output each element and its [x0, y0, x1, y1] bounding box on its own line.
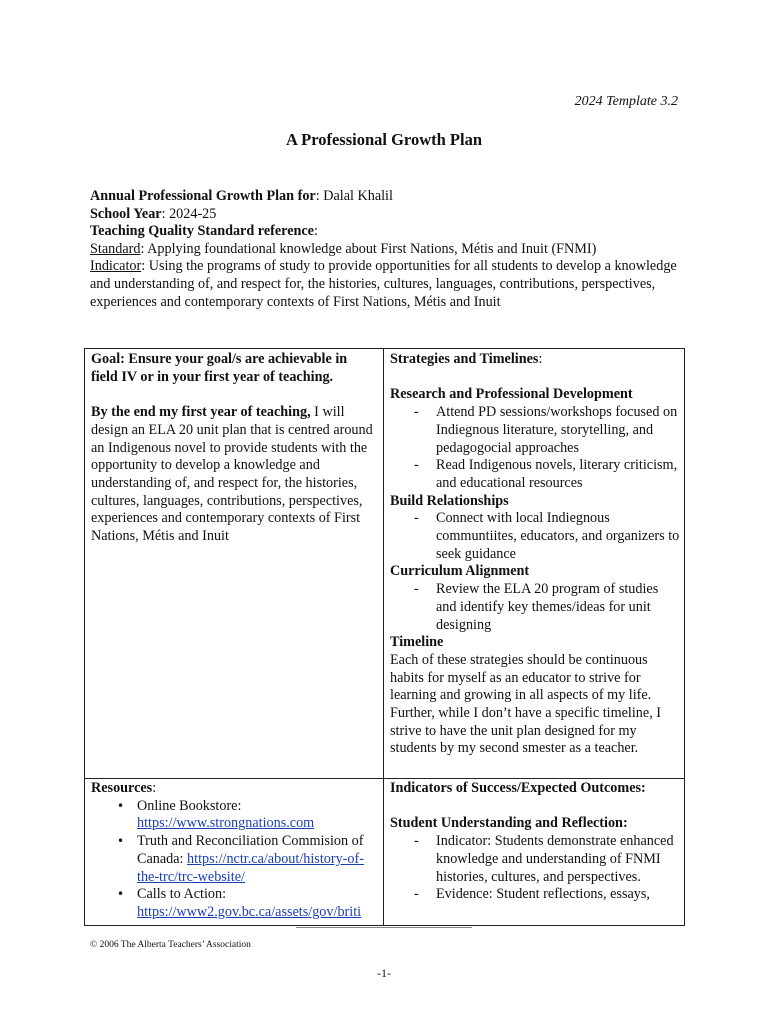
resource-link[interactable]: https://www.strongnations.com [137, 815, 315, 832]
resource-link[interactable]: https://nctr.ca/about/history-of-the-trc/trc-website/ [137, 850, 364, 885]
section-title: Build Relationships [390, 492, 509, 509]
goal-body: I will design an ELA 20 unit plan that is centred around an Indigenous novel to provide students with the opportunity to develop a knowledge and understanding of, and respect for, the histories, cultures, languages, contributions, perspectives, experiences and contemporary contexts of First Nations, Métis and Inuit [91, 404, 373, 545]
indicator-label: Indicator [90, 258, 142, 275]
goal-lead: By the end my first year of teaching, [91, 404, 311, 421]
table-column-divider [383, 349, 384, 925]
plan-header [90, 188, 680, 311]
resources-cell [91, 780, 381, 924]
resource-list [91, 798, 381, 922]
plan-for-value: : Dalal Khalil [315, 188, 393, 204]
list-item: - Attend PD sessions/workshops focused on Indiegnous literature, storytelling, and pedagogocial approaches [390, 404, 680, 457]
strategy-list [390, 404, 680, 493]
document-title: A Professional Growth Plan [285, 130, 483, 149]
plan-for-line [90, 188, 680, 206]
resource-link[interactable]: https://www2.gov.bc.ca/assets/gov/briti [137, 903, 362, 920]
standard-line [90, 241, 680, 259]
section-title: Curriculum Alignment [390, 563, 530, 580]
school-year-value: : 2024-25 [161, 205, 217, 222]
footer-divider [296, 927, 472, 928]
resource-label: Truth and Reconciliation Commision of Canada: [137, 833, 364, 867]
strategy-list [390, 510, 680, 563]
indicators-heading: Indicators of Success/Expected Outcomes: [390, 780, 646, 796]
tqs-line [90, 223, 680, 241]
strategies-heading-colon: : [538, 351, 543, 367]
timeline-title: Timeline [390, 634, 444, 651]
tqs-label: Teaching Quality Standard reference [90, 223, 314, 240]
strategies-heading: Strategies and Timelines [390, 351, 539, 367]
goal-cell [91, 351, 377, 776]
indicator-value: : Using the programs of study to provide opportunities for all students to develop a knowledge and understanding of, and respect for, the histories, cultures, languages, contributions, perspectives, experiences and contemporary contexts of First Nations, Métis and Inuit [90, 258, 677, 310]
school-year-label: School Year [90, 205, 162, 222]
indicator-line [90, 258, 680, 311]
resource-label: Online Bookstore: [137, 797, 242, 814]
resources-heading: Resources [91, 780, 153, 796]
goal-heading: Goal: Ensure your goal/s are achievable in field IV or in your first year of teaching. [91, 351, 348, 385]
list-item: - Read Indigenous novels, literary criticism, and educational resources [390, 457, 680, 492]
section-title: Research and Professional Development [390, 386, 633, 403]
list-item [91, 886, 381, 921]
page-number: -1- [377, 966, 391, 980]
timeline-text: Each of these strategies should be continuous habits for myself as an educator to strive for learning and growing in all aspects of my life. Further, while I don’t have a specific timeline, I strive to have the unit plan designed for my students by my second smester as a teacher. [390, 651, 662, 757]
standard-value: : Applying foundational knowledge about First Nations, Métis and Inuit (FNMI) [140, 240, 597, 257]
school-year-line [90, 206, 680, 224]
copyright-notice: © 2006 The Alberta Teachers’ Association [90, 940, 251, 950]
strategy-list [390, 581, 680, 634]
indicators-cell [390, 780, 680, 924]
template-version: 2024 Template 3.2 [574, 94, 678, 109]
strategies-cell [390, 351, 680, 776]
list-item: - Connect with local Indiegnous communtiites, educators, and organizers to seek guidance [390, 510, 680, 563]
list-item: - Indicator: Students demonstrate enhanced knowledge and understanding of FNMI histories, cultures, and perspectives. [390, 833, 680, 886]
resource-label: Calls to Action: [137, 886, 227, 903]
plan-table [84, 348, 685, 926]
list-item [91, 798, 381, 833]
list-item: - Evidence: Student reflections, essays, [390, 886, 680, 904]
table-row-divider [85, 778, 684, 779]
indicator-list [390, 833, 680, 904]
list-item: - Review the ELA 20 program of studies and identify key themes/ideas for unit designing [390, 581, 680, 634]
list-item [91, 833, 381, 886]
goal-statement [91, 404, 377, 546]
indicators-subheading: Student Understanding and Reflection: [390, 815, 628, 832]
resources-heading-colon: : [152, 780, 157, 796]
standard-label: Standard [90, 240, 141, 257]
tqs-colon: : [313, 223, 318, 240]
plan-for-label: Annual Professional Growth Plan for [90, 188, 316, 204]
